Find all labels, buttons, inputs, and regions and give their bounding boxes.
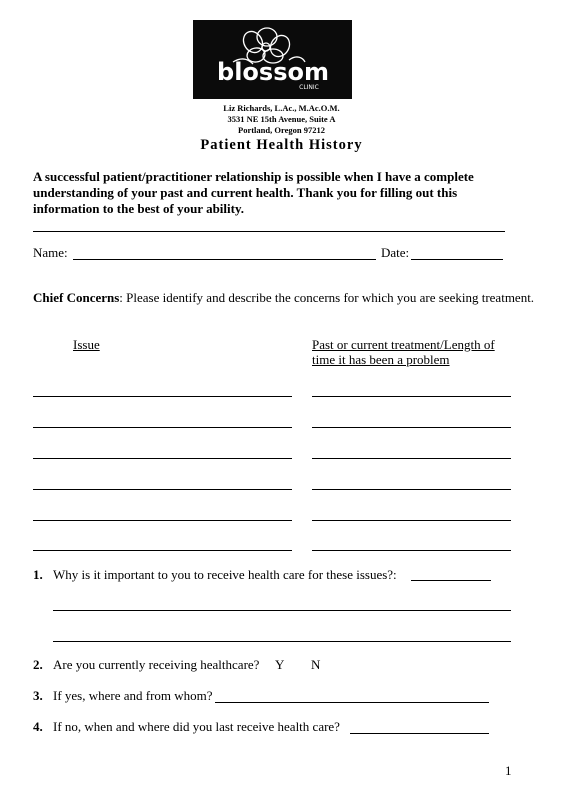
issue-field[interactable] <box>33 520 292 521</box>
question-text: If yes, where and from whom? <box>53 688 213 703</box>
question-number: 3. <box>33 688 43 703</box>
chief-concerns-description: : Please identify and describe the concerns for which you are seeking treatment. <box>119 290 535 305</box>
yes-option[interactable]: Y <box>275 657 285 672</box>
treatment-field[interactable] <box>312 458 511 459</box>
page-number: 1 <box>505 763 512 778</box>
address-line-1: 3531 NE 15th Avenue, Suite A <box>227 114 336 124</box>
date-field[interactable] <box>411 259 503 260</box>
treatment-column-header-2: time it has been a problem <box>312 352 450 367</box>
no-option[interactable]: N <box>311 657 321 672</box>
chief-concerns-heading <box>33 290 534 306</box>
question-number: 4. <box>33 719 43 734</box>
issue-field[interactable] <box>33 489 292 490</box>
treatment-field[interactable] <box>312 550 511 551</box>
answer-field[interactable] <box>350 733 489 734</box>
question-text: Why is it important to you to receive health care for these issues?: <box>53 567 397 582</box>
practitioner-name: Liz Richards, L.Ac., M.Ac.O.M. <box>223 103 340 113</box>
answer-field[interactable] <box>53 610 511 611</box>
answer-field[interactable] <box>53 641 511 642</box>
issue-field[interactable] <box>33 396 292 397</box>
intro-text: A successful patient/practitioner relationship is possible when I have a complete understanding of your past and current health. Thank you for filling out this information to the best of your ability. <box>33 169 474 216</box>
name-label: Name: <box>33 245 68 260</box>
chief-concerns-label: Chief Concerns <box>33 290 120 305</box>
treatment-field[interactable] <box>312 396 511 397</box>
answer-field[interactable] <box>215 702 489 703</box>
address-line-2: Portland, Oregon 97212 <box>238 125 325 135</box>
treatment-field[interactable] <box>312 520 511 521</box>
question-number: 1. <box>33 567 43 582</box>
treatment-field[interactable] <box>312 489 511 490</box>
clinic-logo <box>193 20 352 99</box>
blossom-flower-icon <box>193 20 352 99</box>
question-text: If no, when and where did you last receive health care? <box>53 719 340 734</box>
issue-field[interactable] <box>33 458 292 459</box>
question-number: 2. <box>33 657 43 672</box>
page-title: Patient Health History <box>200 137 363 153</box>
date-label: Date: <box>381 245 410 260</box>
question-text: Are you currently receiving healthcare? <box>53 657 260 672</box>
divider <box>33 231 505 232</box>
treatment-field[interactable] <box>312 427 511 428</box>
treatment-column-header-1: Past or current treatment/Length of <box>312 337 495 352</box>
answer-field[interactable] <box>411 580 491 581</box>
issue-field[interactable] <box>33 427 292 428</box>
name-field[interactable] <box>73 259 376 260</box>
svg-text:blossom: blossom <box>217 58 329 86</box>
issue-column-header: Issue <box>73 337 100 352</box>
svg-text:CLINIC: CLINIC <box>299 84 319 91</box>
issue-field[interactable] <box>33 550 292 551</box>
